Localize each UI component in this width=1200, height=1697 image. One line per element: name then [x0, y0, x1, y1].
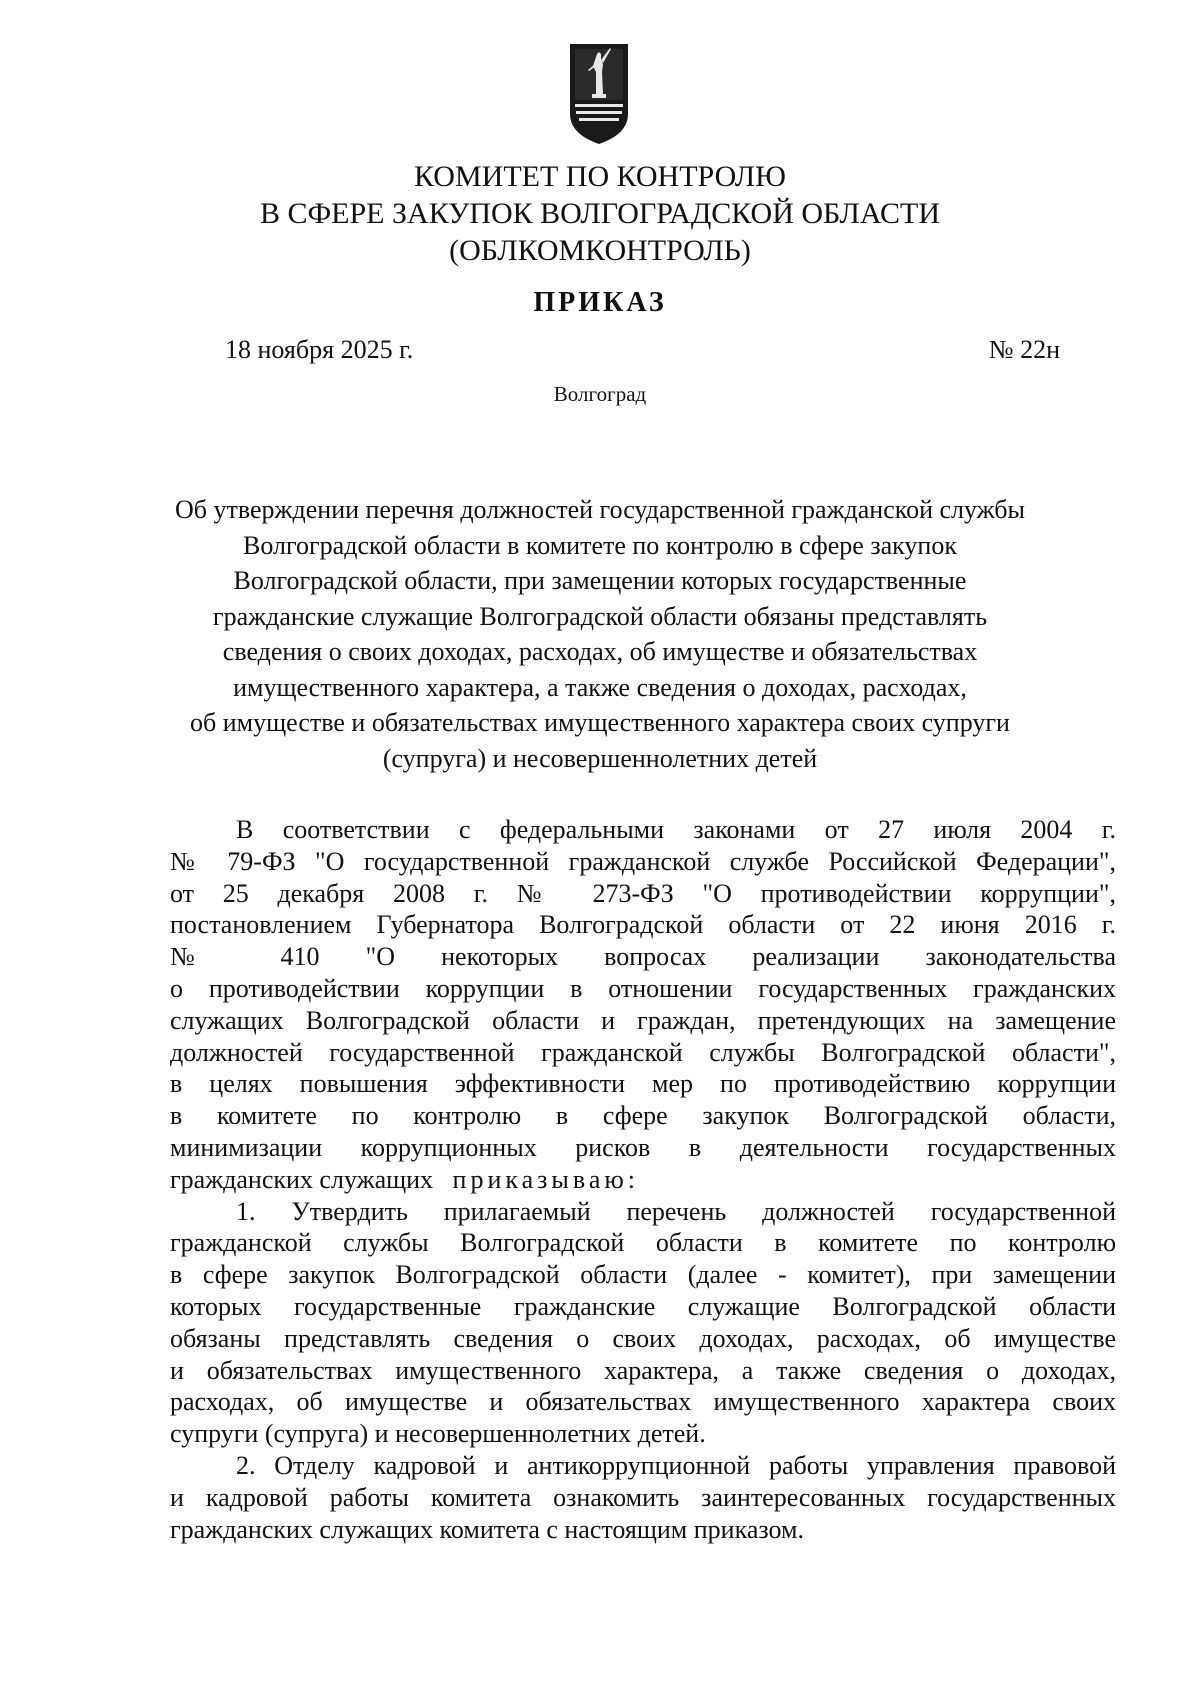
body-line: должностей государственной гражданской службы Волгоградской области", — [170, 1037, 1116, 1067]
document-body — [170, 814, 1116, 1545]
body-line: в целях повышения эффективности мер по противодействию коррупции — [170, 1069, 1116, 1099]
body-line: обязаны представлять сведения о своих доходах, расходах, об имуществе — [170, 1323, 1116, 1353]
document-type: ПРИКАЗ — [533, 287, 667, 318]
body-line: в комитете по контролю в сфере закупок Волгоградской области, — [170, 1101, 1116, 1131]
body-line: гражданской службы Волгоградской области в комитете по контролю — [170, 1228, 1116, 1258]
body-line: 1. Утвердить прилагаемый перечень должностей государственной — [236, 1196, 1116, 1226]
body-line: № 79-ФЗ "О государственной гражданской службе Российской Федерации", — [170, 846, 1116, 876]
title-line: Волгоградской области, при замещении которых государственные — [233, 566, 967, 595]
preamble-last-prefix: гражданских служащих — [170, 1164, 434, 1194]
body-line: постановлением Губернатора Волгоградской области от 22 июня 2016 г. — [170, 910, 1116, 940]
title-line: (супруга) и несовершеннолетних детей — [382, 743, 818, 773]
body-line: служащих Волгоградской области и граждан, претендующих на замещение — [170, 1005, 1116, 1035]
body-line: 2. Отделу кадровой и антикоррупционной работы управления правовой — [236, 1450, 1116, 1480]
body-line: № 410 "О некоторых вопросах реализации законодательства — [170, 942, 1116, 972]
body-line — [170, 1164, 1116, 1196]
body-line: супруги (супруга) и несовершеннолетних детей. — [170, 1419, 706, 1449]
item-1-paragraph — [170, 1196, 1116, 1450]
title-line: имущественного характера, а также сведения о доходах, расходах, — [233, 672, 967, 702]
body-line: расходах, об имуществе и обязательствах имущественного характера своих — [170, 1387, 1116, 1417]
title-line: сведения о своих доходах, расходах, об имуществе и обязательствах — [222, 637, 978, 666]
body-line: минимизации коррупционных рисков в деятельности государственных — [170, 1132, 1116, 1162]
organization-name — [200, 158, 1000, 269]
body-line: гражданских служащих комитета с настоящим приказом. — [170, 1514, 804, 1544]
org-line: КОМИТЕТ ПО КОНТРОЛЮ — [414, 160, 786, 193]
title-line: Об утверждении перечня должностей государственной гражданской службы — [175, 495, 1025, 524]
preamble-paragraph — [170, 814, 1116, 1196]
body-line: о противодействии коррупции в отношении государственных гражданских — [170, 973, 1116, 1003]
document-date: 18 ноября 2025 г. — [225, 335, 414, 364]
title-line: Волгоградской области в комитете по контролю в сфере закупок — [243, 530, 957, 560]
org-line: В СФЕРЕ ЗАКУПОК ВОЛГОГРАДСКОЙ ОБЛАСТИ — [259, 197, 941, 230]
body-line: и кадровой работы комитета ознакомить заинтересованных государственных — [170, 1482, 1116, 1512]
order-verb: приказываю: — [452, 1164, 640, 1194]
body-line: которых государственные гражданские служащие Волгоградской области — [170, 1291, 1116, 1321]
body-line: В соответствии с федеральными законами от 27 июля 2004 г. — [236, 815, 1116, 844]
document-title — [140, 492, 1060, 776]
title-line: об имуществе и обязательствах имущественного характера своих супруги — [190, 708, 1010, 737]
body-line: и обязательствах имущественного характера, а также сведения о доходах, — [170, 1355, 1116, 1385]
title-line: гражданские служащие Волгоградской области обязаны представлять — [212, 601, 988, 631]
item-2-paragraph — [170, 1450, 1116, 1545]
body-line: в сфере закупок Волгоградской области (далее - комитет), при замещении — [170, 1260, 1116, 1290]
document-number: № 22н — [988, 335, 1060, 364]
document-city: Волгоград — [553, 382, 647, 406]
body-line: от 25 декабря 2008 г. № 273-ФЗ "О противодействии коррупции", — [170, 878, 1116, 908]
regional-emblem-icon — [566, 42, 632, 146]
org-line: (ОБЛКОМКОНТРОЛЬ) — [449, 234, 751, 267]
